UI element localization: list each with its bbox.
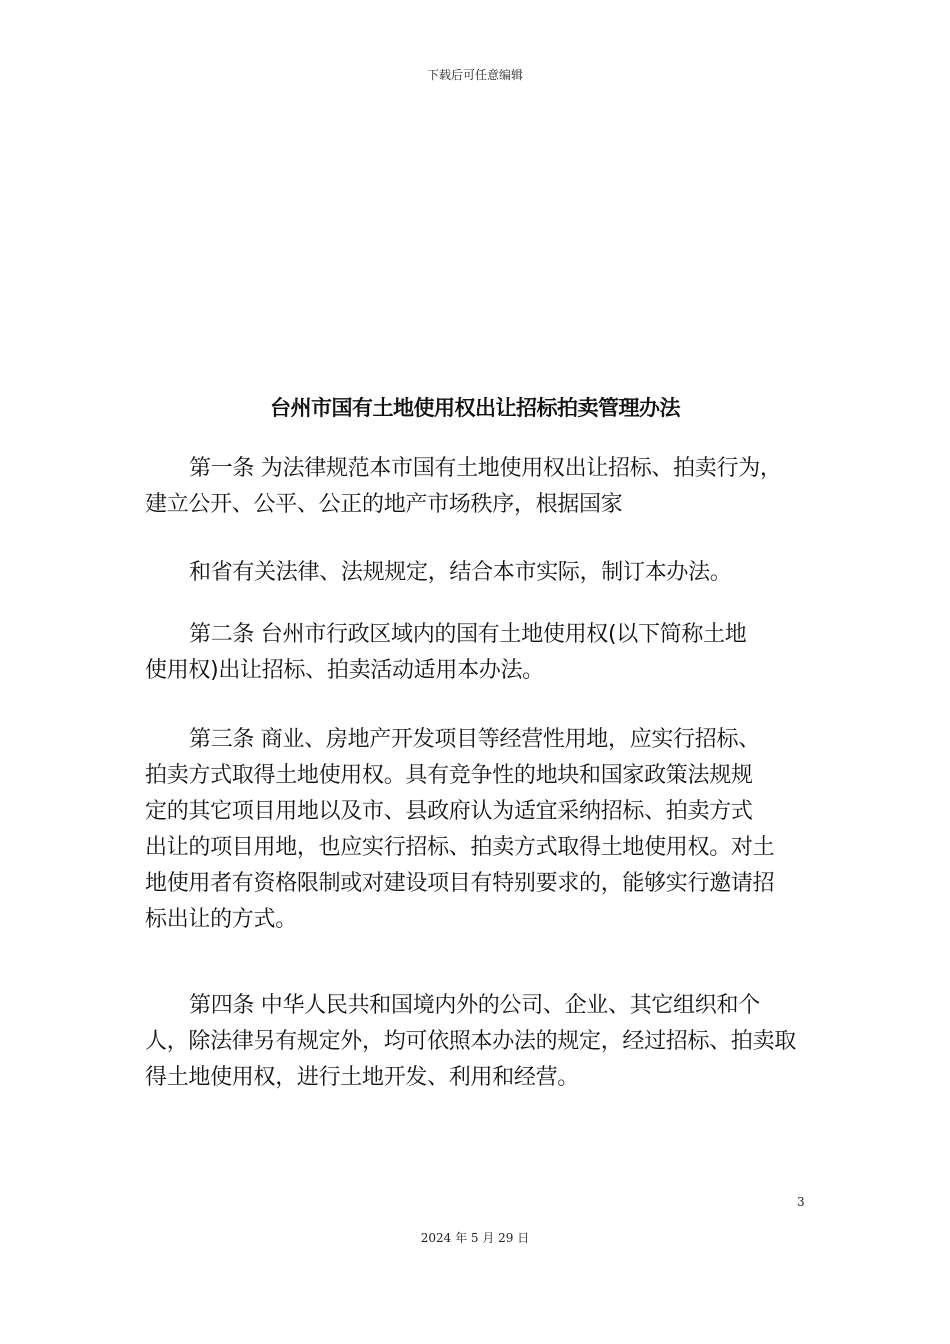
article-1-paragraph bbox=[145, 451, 813, 523]
paragraph-line: 拍卖方式取得土地使用权。具有竞争性的地块和国家政策法规规 bbox=[145, 763, 753, 788]
paragraph-line: 地使用者有资格限制或对建设项目有特别要求的，能够实行邀请招 bbox=[145, 871, 775, 896]
page-number: 3 bbox=[797, 1195, 805, 1209]
document-title: 台州市国有土地使用权出让招标拍卖管理办法 bbox=[270, 396, 680, 420]
header-note: 下载后可任意编辑 bbox=[426, 68, 523, 82]
article-2-paragraph bbox=[145, 617, 813, 689]
paragraph-line: 和省有关法律、法规规定，结合本市实际，制订本办法。 bbox=[189, 560, 732, 585]
article-1-continuation bbox=[145, 555, 813, 591]
paragraph-line: 使用权)出让招标、拍卖活动适用本办法。 bbox=[145, 658, 544, 683]
paragraph-line: 第一条 为法律规范本市国有土地使用权出让招标、拍卖行为， bbox=[189, 456, 782, 481]
paragraph-line: 标出让的方式。 bbox=[145, 907, 297, 932]
article-3-paragraph bbox=[145, 722, 813, 938]
footer-date: 2024 年 5 月 29 日 bbox=[420, 1231, 530, 1245]
article-4-paragraph bbox=[145, 988, 813, 1096]
paragraph-line: 第三条 商业、房地产开发项目等经营性用地，应实行招标、 bbox=[189, 727, 760, 752]
paragraph-line: 第四条 中华人民共和国境内外的公司、企业、其它组织和个 bbox=[189, 993, 760, 1018]
paragraph-line: 人，除法律另有规定外，均可依照本办法的规定，经过招标、拍卖取 bbox=[145, 1029, 797, 1054]
paragraph-line: 第二条 台州市行政区域内的国有土地使用权(以下简称土地 bbox=[189, 622, 747, 647]
paragraph-line: 建立公开、公平、公正的地产市场秩序，根据国家 bbox=[145, 492, 623, 517]
paragraph-line: 定的其它项目用地以及市、县政府认为适宜采纳招标、拍卖方式 bbox=[145, 799, 753, 824]
paragraph-line: 出让的项目用地，也应实行招标、拍卖方式取得土地使用权。对土 bbox=[145, 835, 775, 860]
paragraph-line: 得土地使用权，进行土地开发、利用和经营。 bbox=[145, 1065, 580, 1090]
